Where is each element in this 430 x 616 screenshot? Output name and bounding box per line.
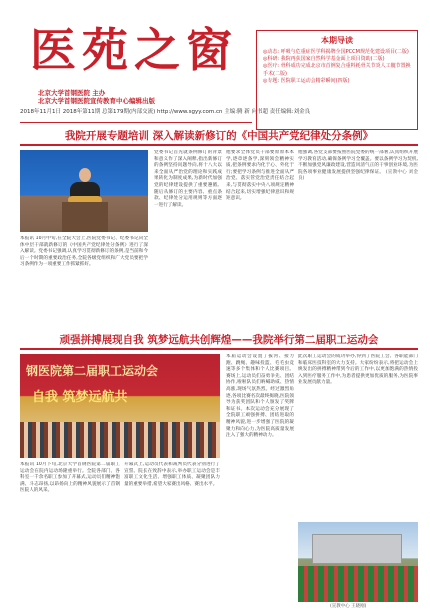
article2-text: 本报讯 10月下旬,北京大学首钢医院第二届职工运动会在院内运动场隆重举行。全院各部门、各科室一千余名职工参加了开幕式,运动员们精神饱满、斗志昂扬,以昂扬向上的精神风貌展示了首钢医院人的风采。 xyxy=(20,462,120,494)
guide-item[interactable]: ◎医疗: 骨科成功完成北京市首例复合重料耗骨关节炎人工髋节置换手术(二版) xyxy=(263,63,411,77)
crowd xyxy=(20,422,220,458)
headline-rule xyxy=(20,348,418,350)
article1-text: 他强调,各党支部要按照医院党委的统一部署,认真组织开展学习教育活动,确保条例学习全覆盖。要以条例学习为契机,不断加强党风廉政建设,营造风清气正的干事创业环境,为医院各项事业健康发展提供坚强纪律保证。 (宣教中心 刘金良) xyxy=(298,150,418,182)
guide-item[interactable]: ◎专题: 医院职工运动会精彩瞬间(四版) xyxy=(263,77,350,84)
article1-byline: (宣教中心 刘金良) xyxy=(298,169,418,182)
article2-headline[interactable]: 顽强拼搏展现自我 筑梦远航共创辉煌——我院举行第二届职工运动会 xyxy=(59,334,379,346)
guide-item[interactable]: ◎动态: 呼吸与危重症医学科揭牌全国PCCM规范化建设项目(二版) xyxy=(263,49,409,55)
stadium-photo xyxy=(298,522,418,602)
article2-text: 开幕式上,运动员代表和裁判员代表分别进行了宣誓。院长在致辞中表示,举办职工运动会是丰富职工文化生活、增强职工体质、凝聚团队力量的重要举措,希望大家赛出风格、赛出水平。 xyxy=(124,462,220,487)
masthead-issue-info: 2018年11月1日 2018年第11期 总第179期(内部交流) http://www.sgyy.com.cn 主编:腾 新 向书超 责任编辑:刘金良 xyxy=(20,109,311,115)
masthead-sponsor: 北京大学首钢医院 主办 xyxy=(38,89,106,97)
article1-text: 党委书记首先就条例修订的背景和意义作了深入阐释,指出新修订的条例坚持问题导向,将十八大以来全面从严治党的理论和实践成果转化为制度成果,为新时代加强党的纪律建设提供了重要遵循。随后从修订的主要内容、重点条款、纪律处分运用规则等方面逐一进行了解读。 xyxy=(154,150,222,208)
article1-text: 本报讯 10月中旬,在全院大会上,医院党委书记、纪委书记向全体中层干部就新修订的《中国共产党纪律处分条例》进行了深入解读。党委书记强调,认真学习贯彻新修订的条例,是当前和今后一个时期的重要政治任务,全院各级党组织和广大党员要把学习条例作为一项重要工作抓紧抓好。 xyxy=(20,236,148,268)
article1-text: 他要求全体党员干部要原原本本学,逐章逐条学,深刻领会精神实质,把条例要求内化于心、外化于行;要把学习条例与推进全面从严治党、落实管党治党责任结合起来,与贯彻落实中央八项规定精神结合起来,切实增强纪律意识和规矩意识。 xyxy=(226,150,294,202)
photo-caption: (宣教中心 王晓刚) xyxy=(330,604,367,609)
podium xyxy=(62,202,108,232)
issue-guide-box xyxy=(256,30,418,130)
guide-heading: 本期导读 xyxy=(321,36,353,45)
article2-text: 此次职工运动会的成功举办,得到了医院工会、各职能部门和临床医技科室的大力支持。大家纷纷表示,将把运动会上焕发出的拼搏精神带到今后的工作中,以更加饱满的热情投入到医疗服务工作中,为患者提供更加优质的服务,为医院事业发展贡献力量。 xyxy=(298,354,418,386)
masthead-title: 医苑之窗 xyxy=(30,23,238,77)
article1-headline[interactable]: 我院开展专题培训 深入解读新修订的《中国共产党纪律处分条例》 xyxy=(64,130,374,142)
masthead-publisher: 北京大学首钢医院宣传教育中心编辑出版 xyxy=(38,97,155,105)
banner-text: 钢医院第二届职工运动会 xyxy=(26,364,159,378)
training-photo xyxy=(20,150,148,232)
article2-text: 本届运动会设置了拔河、接力跑、跳绳、趣味投篮、毛毛虫竞速等多个集体和个人比赛项目。赛场上,运动员们奋勇争先、团结协作,啦啦队员们呐喊助威、热情高涨,现场气氛热烈。经过激烈角逐,各项比赛名次最终揭晓,医院领导为获奖团队和个人颁发了奖牌和证书。本次运动会充分展现了全院职工顽强拼搏、团结进取的精神风貌,进一步增强了医院的凝聚力和向心力,为医院高质量发展注入了强大的精神动力。 xyxy=(226,354,294,439)
sports-meeting-photo xyxy=(20,354,220,458)
masthead-divider xyxy=(20,122,252,123)
headline-rule xyxy=(20,144,418,146)
athletes-field xyxy=(298,566,418,602)
building xyxy=(312,534,402,564)
guide-item[interactable]: ◎科研: 我院再获国家自然科学基金面上项目资助(二版) xyxy=(263,56,385,63)
banner-text: 自我 筑梦远航共 xyxy=(32,390,128,405)
